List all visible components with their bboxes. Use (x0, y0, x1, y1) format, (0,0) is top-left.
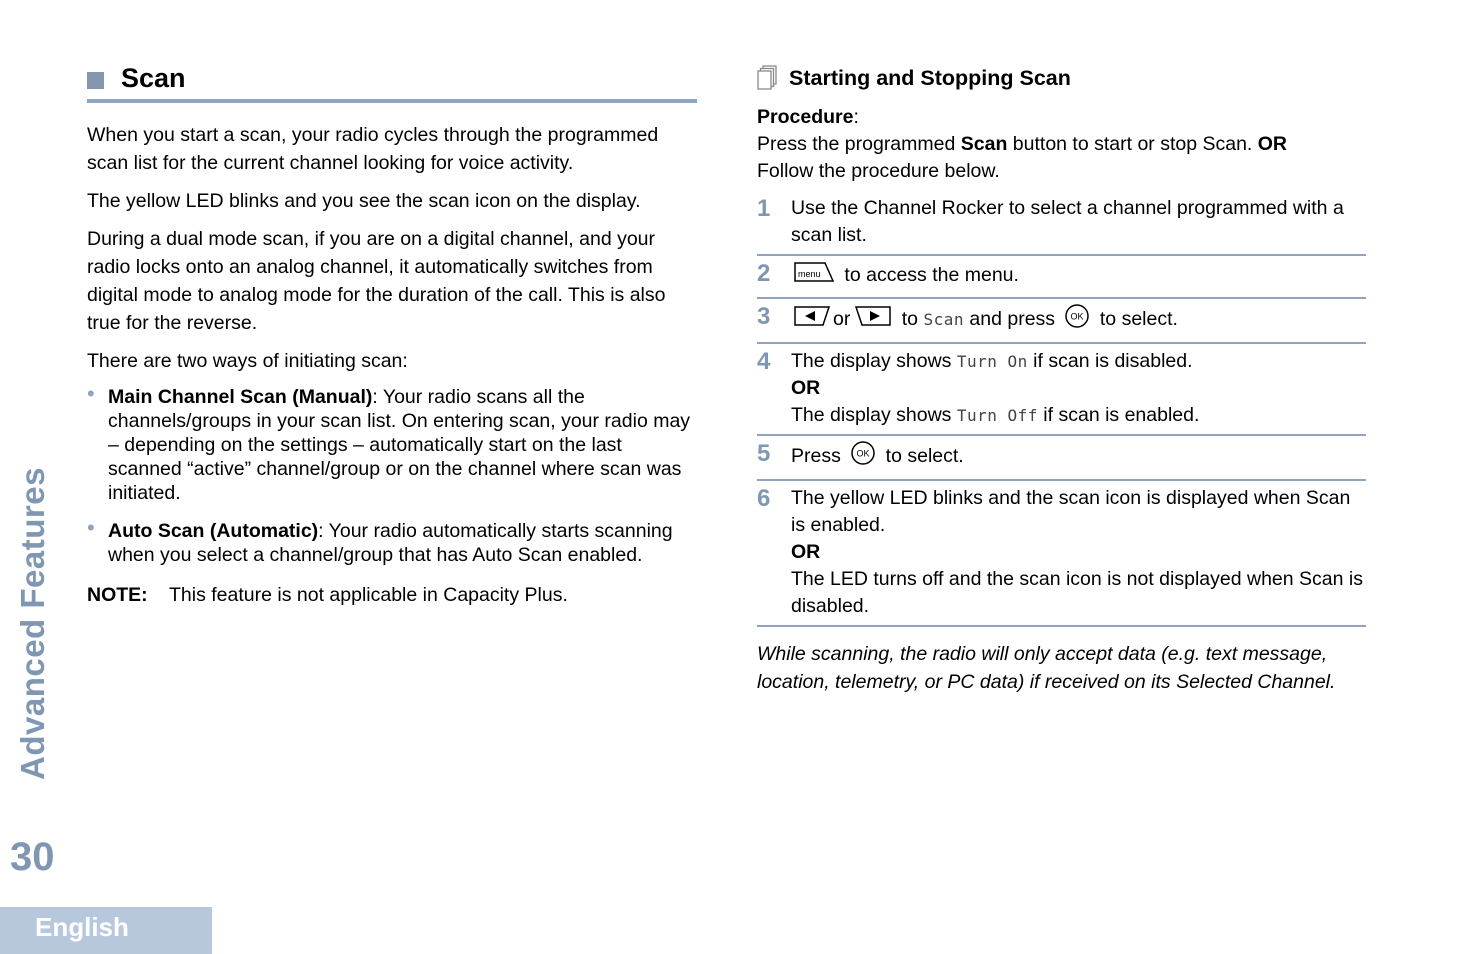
procedure-label-line (757, 104, 1366, 131)
step-number: 4 (757, 348, 771, 375)
procedure-colon: : (853, 106, 859, 128)
intro-bold-scan: Scan (960, 133, 1008, 155)
step-number: 2 (757, 260, 771, 287)
display-text-turn-on: Turn On (956, 352, 1028, 371)
paragraph: During a dual mode scan, if you are on a digital channel, and your radio locks onto an analog channel, it automatically switches from digital mode to analog mode for the duration of the call. This is also true for the reverse. (87, 228, 666, 334)
left-column (87, 58, 697, 609)
step-text: or (833, 308, 851, 331)
step-text: to select. (1094, 308, 1178, 331)
procedure-label: Procedure (757, 106, 854, 128)
step-3 (757, 299, 1366, 344)
list-item-title: Auto Scan (Automatic) (108, 520, 319, 542)
paragraph: There are two ways of initiating scan: (87, 350, 408, 372)
list-item-text: : Your radio scans all the channels/groups in your scan list. On entering scan, your radio may – depending on the settings – automatically start on the last scanned “active” channel/group or on the channel where scan was initiated. (108, 386, 691, 504)
note-text: This feature is not applicable in Capacity Plus. (169, 584, 568, 606)
step-text: and press (963, 308, 1061, 331)
step-text: The yellow LED blinks and the scan icon is displayed when Scan is enabled. (791, 487, 1351, 536)
ok-label: OK (856, 448, 870, 459)
section-side-title: Advanced Features (14, 467, 51, 780)
step-body (791, 303, 1366, 337)
list-item-text: : Your radio automatically starts scanning when you select a channel/group that has Auto Scan enabled. (108, 520, 673, 566)
procedure-heading (757, 60, 1366, 96)
step-1 (757, 191, 1366, 256)
step-body (791, 440, 1366, 474)
or-label: OR (791, 541, 821, 563)
step-body (791, 348, 1366, 429)
language-tab (0, 907, 212, 954)
step-text: if scan is enabled. (1037, 404, 1200, 426)
step-body (791, 485, 1366, 620)
menu-key-icon (793, 260, 835, 292)
list-item-title: Main Channel Scan (Manual) (108, 386, 373, 408)
ok-label: OK (1070, 311, 1084, 322)
step-6 (757, 481, 1366, 627)
intro-bold-or: OR (1257, 133, 1288, 155)
procedure-intro (757, 131, 1366, 158)
step-5 (757, 436, 1366, 481)
display-text-turn-off: Turn Off (956, 406, 1038, 425)
bullet-icon: • (87, 381, 95, 406)
ok-button-icon (850, 440, 876, 474)
step-4 (757, 344, 1366, 436)
scan-types-list (87, 381, 697, 567)
procedure-intro-2: Follow the procedure below. (757, 160, 1000, 182)
or-label: OR (791, 377, 821, 399)
bullet-icon: • (87, 515, 95, 540)
step-number: 3 (757, 303, 771, 330)
right-arrow-key-icon (854, 305, 892, 335)
intro-text: Press the programmed (757, 133, 961, 155)
step-text: The LED turns off and the scan icon is not displayed when Scan is disabled. (791, 568, 1363, 617)
step-text: Press (791, 445, 847, 468)
list-item (87, 515, 697, 567)
paragraph: When you start a scan, your radio cycles through the programmed scan list for the current channel looking for voice activity. (87, 124, 659, 174)
step-number: 5 (757, 440, 771, 467)
menu-item-scan: Scan (923, 310, 964, 330)
heading-rule (87, 99, 697, 103)
page-number: 30 (10, 835, 55, 879)
language-label: English (35, 912, 129, 942)
step-2 (757, 256, 1366, 299)
step-text: Use the Channel Rocker to select a channel programmed with a scan list. (791, 197, 1344, 246)
paragraph: The yellow LED blinks and you see the scan icon on the display. (87, 190, 641, 212)
intro-text: button to start or stop Scan. (1007, 133, 1258, 155)
step-text: to access the menu. (839, 264, 1019, 287)
list-item (87, 381, 697, 505)
heading-text: Scan (121, 63, 186, 93)
step-number: 1 (757, 195, 771, 222)
note-label: NOTE: (87, 584, 148, 606)
steps-list (757, 191, 1366, 627)
step-text: if scan is disabled. (1027, 350, 1193, 372)
procedure-title: Starting and Stopping Scan (789, 66, 1071, 90)
menu-key-label: menu (798, 269, 821, 279)
step-number: 6 (757, 485, 771, 512)
ok-button-icon (1064, 303, 1090, 337)
step-text: The display shows (791, 350, 957, 372)
step-text: to (896, 308, 924, 331)
scanning-data-note: While scanning, the radio will only accept data (e.g. text message, location, telemetry, or PC data) if received on its Selected Channel. (757, 643, 1336, 693)
step-body (791, 260, 1366, 292)
scan-heading (87, 58, 697, 98)
step-text: to select. (880, 445, 964, 468)
step-text: The display shows (791, 404, 957, 426)
heading-square-icon (87, 72, 104, 89)
right-column (757, 60, 1366, 696)
procedure-pages-icon (757, 65, 779, 91)
note (87, 581, 697, 609)
left-arrow-key-icon (793, 305, 831, 335)
